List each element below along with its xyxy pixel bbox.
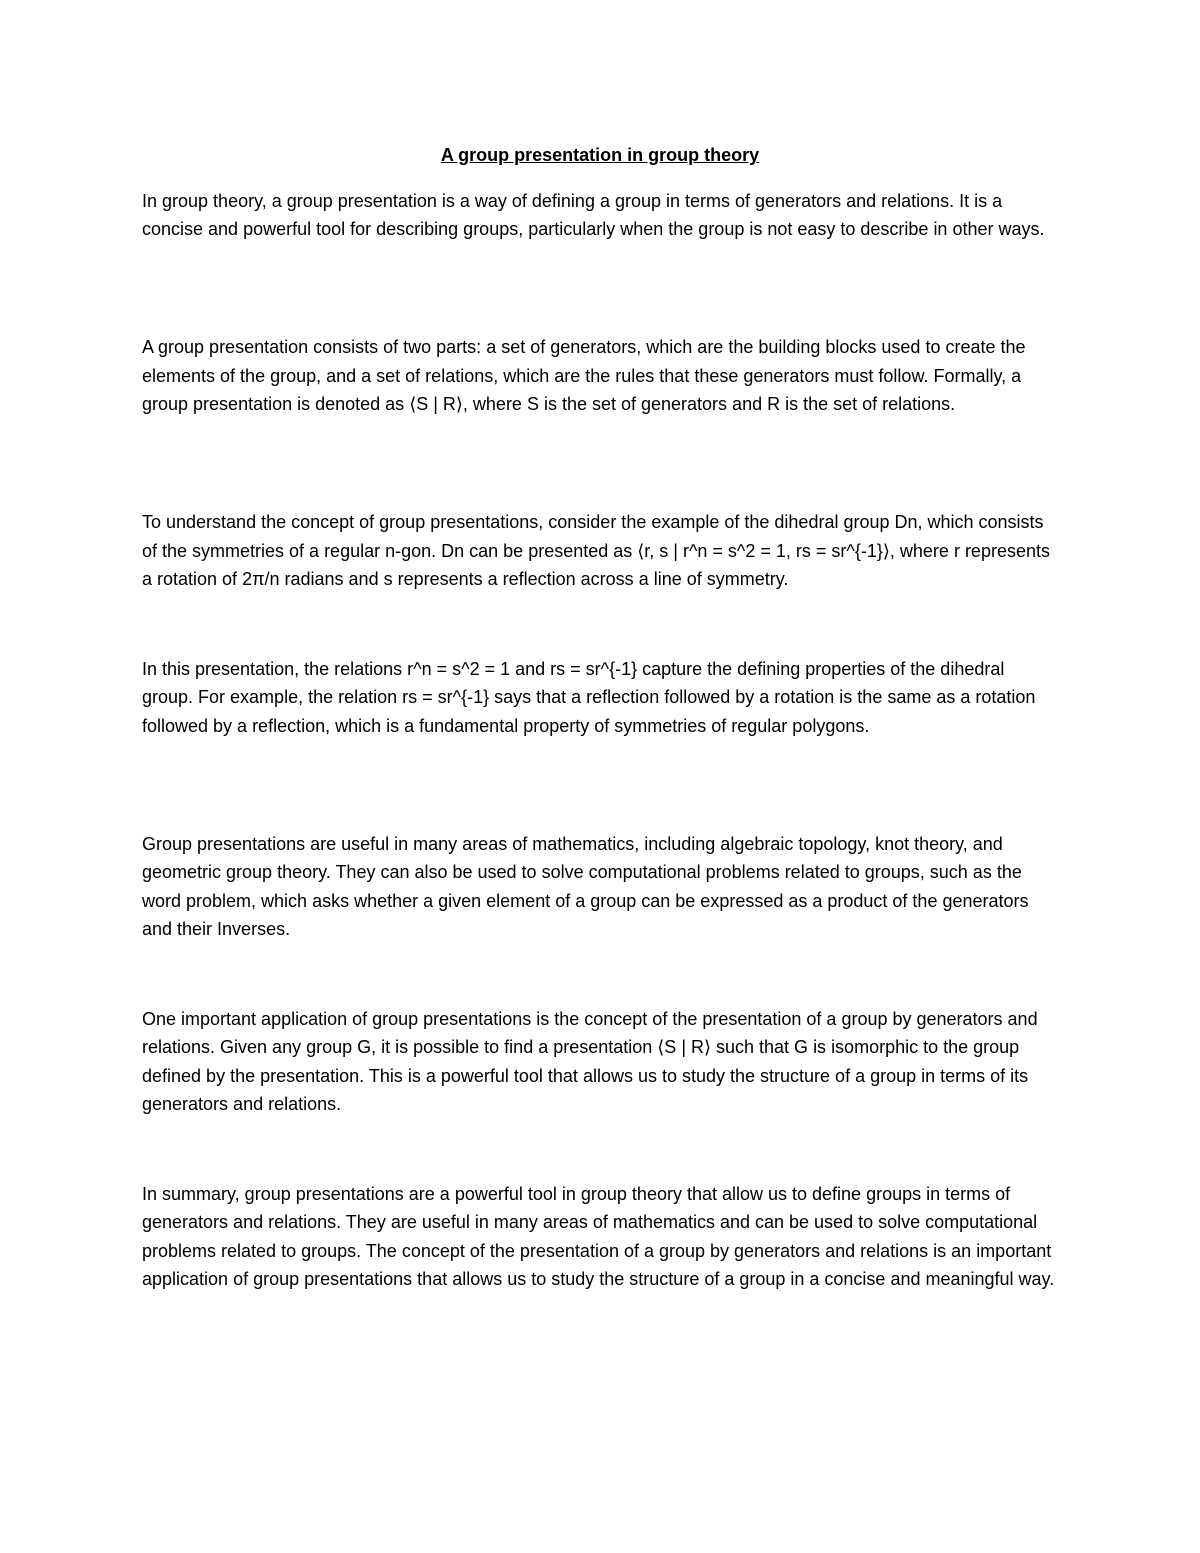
paragraph-relations: In this presentation, the relations r^n = s^2 = 1 and rs = sr^{-1} capture the defining properties of the dihedral group. For example, the relation rs = sr^{-1} says that a reflection followed by a rotation is the same as a rotation followed by a reflection, which is a fundamental property of symmetries of regular polygons. bbox=[142, 658, 1036, 736]
paragraph-intro: In group theory, a group presentation is a way of defining a group in terms of generators and relations. It is a concise and powerful tool for describing groups, particularly when the group is not easy to describe in other ways. bbox=[142, 190, 1045, 239]
document-body bbox=[142, 141, 1058, 1322]
paragraph-summary: In summary, group presentations are a powerful tool in group theory that allow us to define groups in terms of generators and relations. They are useful in many areas of mathematics and can be used to solve computational problems related to groups. The concept of the presentation of a group by generators and relations is an important application of group presentations that allows us to study the structure of a group in a concise and meaningful way. bbox=[142, 1183, 1055, 1289]
paragraph-isomorphism: One important application of group presentations is the concept of the presentation of a group by generators and relations. Given any group G, it is possible to find a presentation ⟨S | R⟩ such that G is isomorphic to the group defined by the presentation. This is a powerful tool that allows us to study the structure of a group in terms of its generators and relations. bbox=[142, 1008, 1038, 1114]
paragraph-definition: A group presentation consists of two parts: a set of generators, which are the building blocks used to create the elements of the group, and a set of relations, which are the rules that these generators must follow. Formally, a group presentation is denoted as ⟨S | R⟩, where S is the set of generators and R is the set of relations. bbox=[142, 337, 1026, 414]
paragraph-applications: Group presentations are useful in many areas of mathematics, including algebraic topology, knot theory, and geometric group theory. They can also be used to solve computational problems related to groups, such as the word problem, which asks whether a given element of a group can be expressed as a product of the generators and their Inverses. bbox=[142, 833, 1029, 939]
document-title: A group presentation in group theory bbox=[440, 145, 760, 165]
paragraph-dihedral-example: To understand the concept of group presentations, consider the example of the dihedral group Dn, which consists of the symmetries of a regular n-gon. Dn can be presented as ⟨r, s | r^n = s^2 = 1, rs = sr^{-1}⟩, where r represents a rotation of 2π/n radians and s represents a reflection across a line of symmetry. bbox=[142, 512, 1050, 589]
